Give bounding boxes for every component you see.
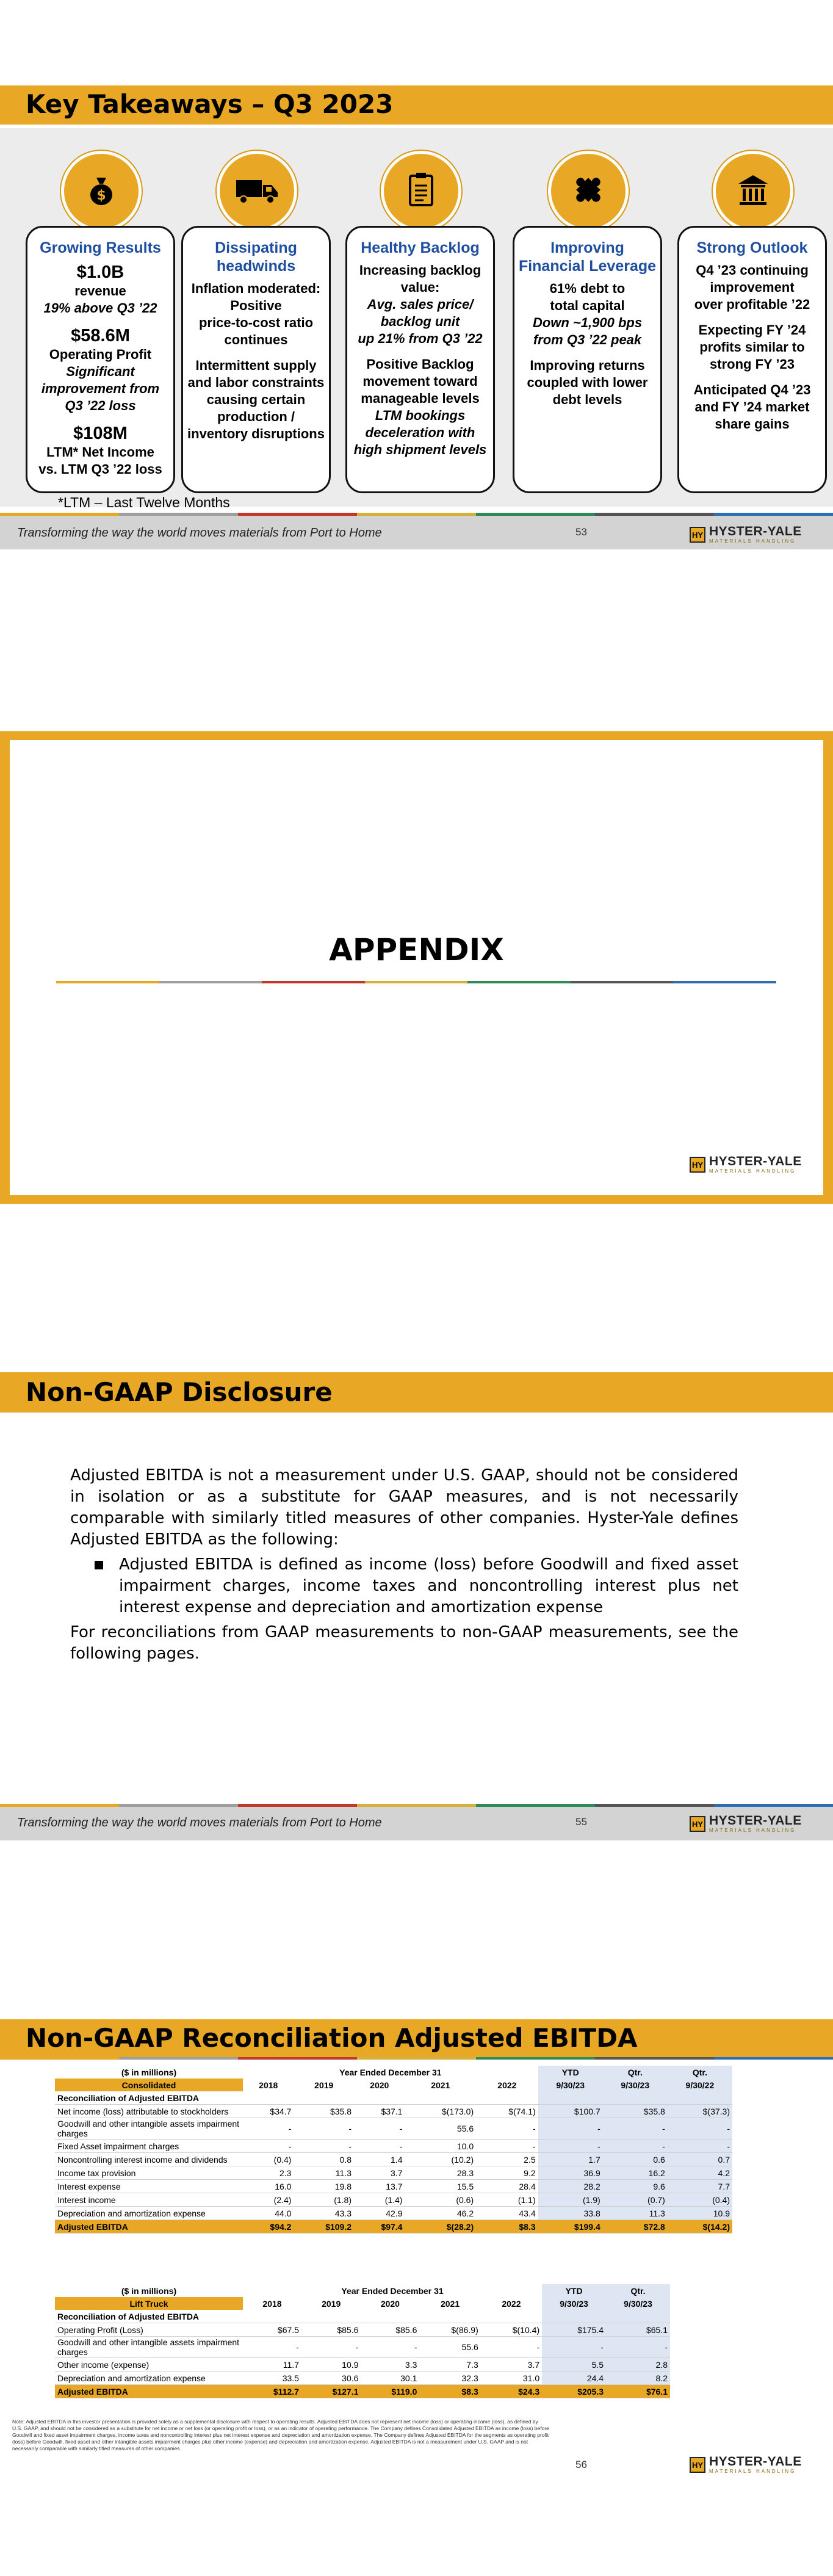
value-cell: - <box>476 2140 538 2153</box>
slide4-logo <box>690 2455 802 2475</box>
units-label: ($ in millions) <box>121 2285 177 2296</box>
total-value: $205.3 <box>542 2385 606 2398</box>
table-row <box>55 2153 732 2166</box>
card-line: Intermittent supply <box>195 358 317 373</box>
qtr-header: Qtr. <box>603 2066 668 2079</box>
value-cell: (0.7) <box>603 2193 668 2207</box>
value-cell: $100.7 <box>538 2105 603 2118</box>
header-row <box>55 2066 732 2079</box>
column-header: 2020 <box>380 2298 400 2309</box>
cell <box>361 2310 419 2323</box>
takeaway-card <box>677 226 827 493</box>
logo-sub: MATERIALS HANDLING <box>709 538 796 544</box>
value-cell: 3.7 <box>481 2358 542 2372</box>
logo-mark-icon: HY <box>690 527 705 543</box>
value-cell: 13.7 <box>354 2180 405 2193</box>
value-cell: 11.7 <box>243 2358 301 2372</box>
card-line: Operating Profit <box>49 347 152 362</box>
spacer <box>183 349 329 357</box>
card-line: vs. LTM Q3 ’22 loss <box>38 461 162 477</box>
card-line: improvement from <box>41 381 160 396</box>
value-cell: (1.1) <box>476 2193 538 2207</box>
column-header: 2019 <box>322 2298 341 2309</box>
value-cell: 33.5 <box>243 2372 301 2385</box>
value-cell: 28.2 <box>538 2180 603 2193</box>
logo-sub: MATERIALS HANDLING <box>709 1828 796 1833</box>
slide1-page-number: 53 <box>575 526 587 538</box>
value-cell: (2.4) <box>243 2193 294 2207</box>
value-cell: 42.9 <box>354 2207 405 2220</box>
value-cell: $65.1 <box>606 2323 670 2337</box>
takeaway-card <box>345 226 495 493</box>
spacer <box>347 347 493 356</box>
logo-mark-icon: HY <box>690 2457 705 2473</box>
row-label: Goodwill and other intangible assets impairment charges <box>55 2118 243 2140</box>
value-cell: 10.9 <box>301 2358 361 2372</box>
value-cell: 44.0 <box>243 2207 294 2220</box>
value-cell: 36.9 <box>538 2166 603 2180</box>
card-line: value: <box>400 280 440 295</box>
logo-brand: HYSTER-YALE <box>709 1154 802 1168</box>
section-label: Lift Truck <box>55 2297 243 2310</box>
spacer <box>514 349 660 357</box>
logo-brand: HYSTER-YALE <box>709 1814 802 1828</box>
value-cell: - <box>606 2337 670 2358</box>
card-line: Significant <box>66 364 135 379</box>
card-line: $108M <box>73 424 128 443</box>
total-value: $(28.2) <box>405 2220 476 2234</box>
bank-icon-badge <box>713 151 793 231</box>
total-value: $(14.2) <box>668 2220 732 2234</box>
column-header: 9/30/23 <box>542 2297 606 2310</box>
takeaway-card <box>26 226 175 493</box>
table-row <box>55 2323 670 2337</box>
value-cell: 8.2 <box>606 2372 670 2385</box>
value-cell: 10.0 <box>405 2140 476 2153</box>
card-line: deceleration with <box>365 425 475 440</box>
value-cell: 15.5 <box>405 2180 476 2193</box>
card-line: and labor constraints <box>187 375 325 390</box>
value-cell: 9.6 <box>603 2180 668 2193</box>
slide1-logo <box>690 525 802 545</box>
row-label: Net income (loss) attributable to stockholders <box>55 2105 243 2118</box>
truck-icon-badge <box>217 151 297 231</box>
slide4-title: Non-GAAP Reconciliation Adjusted EBITDA <box>26 2023 638 2053</box>
value-cell: - <box>354 2140 405 2153</box>
ytd-header: YTD <box>542 2284 606 2297</box>
table-row <box>55 2118 732 2140</box>
value-cell: 43.3 <box>294 2207 354 2220</box>
value-cell: $(74.1) <box>476 2105 538 2118</box>
card-line: Avg. sales price/ <box>367 297 474 312</box>
value-cell: $67.5 <box>243 2323 301 2337</box>
card-line: manageable levels <box>361 391 480 406</box>
logo-sub: MATERIALS HANDLING <box>709 2469 796 2474</box>
card-line: over profitable ’22 <box>694 297 810 312</box>
value-cell: (1.9) <box>538 2193 603 2207</box>
value-cell: 2.8 <box>606 2358 670 2372</box>
cell <box>668 2091 732 2105</box>
value-cell: $34.7 <box>243 2105 294 2118</box>
card-line: LTM* Net Income <box>46 444 154 460</box>
table-row <box>55 2140 732 2153</box>
subheading-row <box>55 2091 732 2105</box>
column-header-row <box>55 2079 732 2091</box>
cell <box>481 2310 542 2323</box>
cell <box>538 2091 603 2105</box>
row-label: Operating Profit (Loss) <box>55 2323 243 2337</box>
value-cell: 31.0 <box>481 2372 542 2385</box>
cell <box>243 2310 301 2323</box>
disclosure-body <box>70 1465 738 1668</box>
value-cell: - <box>668 2140 732 2153</box>
value-cell: 33.8 <box>538 2207 603 2220</box>
card-line: profits similar to <box>699 339 805 355</box>
card-heading: Dissipating headwinds <box>215 239 297 275</box>
card-line: LTM bookings <box>375 408 466 423</box>
logo-sub: MATERIALS HANDLING <box>709 1168 796 1174</box>
table-row <box>55 2372 670 2385</box>
value-cell: - <box>354 2118 405 2140</box>
value-cell: - <box>361 2337 419 2358</box>
total-row <box>55 2220 732 2234</box>
spacer <box>27 414 173 423</box>
total-row <box>55 2385 670 2398</box>
cell <box>419 2310 480 2323</box>
value-cell: 11.3 <box>294 2166 354 2180</box>
slide1-footer-tagline: Transforming the way the world moves materials from Port to Home <box>17 526 382 540</box>
value-cell: 0.8 <box>294 2153 354 2166</box>
section-label: Consolidated <box>55 2079 243 2091</box>
table-row <box>55 2166 732 2180</box>
header-row <box>55 2284 670 2297</box>
cell <box>294 2091 354 2105</box>
card-heading: Healthy Backlog <box>361 239 480 256</box>
logo-brand: HYSTER-YALE <box>709 2455 802 2469</box>
column-header: 9/30/23 <box>606 2297 670 2310</box>
value-cell: 46.2 <box>405 2207 476 2220</box>
total-value: $112.7 <box>243 2385 301 2398</box>
value-cell: $(37.3) <box>668 2105 732 2118</box>
value-cell: - <box>476 2118 538 2140</box>
card-line: Q4 ’23 continuing <box>696 262 809 278</box>
subheading-row <box>55 2310 670 2323</box>
value-cell: - <box>294 2140 354 2153</box>
clipboard-icon-badge <box>381 151 461 231</box>
cell <box>542 2310 606 2323</box>
qtr-header: Qtr. <box>606 2284 670 2297</box>
year-group-header: Year Ended December 31 <box>341 2285 444 2296</box>
card-line: total capital <box>550 298 625 313</box>
value-cell: 3.7 <box>354 2166 405 2180</box>
table-row <box>55 2207 732 2220</box>
disclosure-para-1: Adjusted EBITDA is not a measurement under U.S. GAAP, should not be considered in isolation or as a substitute for GAAP measures, and is not necessarily comparable with similarly titled measures of other companies. Hyster-Yale defines Adjusted EBITDA as the following: <box>70 1466 738 1549</box>
table-row <box>55 2180 732 2193</box>
table-row <box>55 2358 670 2372</box>
slide3-page-number: 55 <box>575 1816 587 1828</box>
total-value: $72.8 <box>603 2220 668 2234</box>
value-cell: - <box>603 2118 668 2140</box>
card-line: Down ~1,900 bps <box>532 315 643 330</box>
card-line: high shipment levels <box>353 442 487 457</box>
value-cell: (0.4) <box>668 2193 732 2207</box>
cell <box>476 2091 538 2105</box>
cell <box>405 2091 476 2105</box>
value-cell: - <box>542 2337 606 2358</box>
slide1-title: Key Takeaways – Q3 2023 <box>26 89 394 119</box>
takeaway-card <box>181 226 331 493</box>
value-cell: 32.3 <box>419 2372 480 2385</box>
value-cell: 11.3 <box>603 2207 668 2220</box>
reconciliation-note: Note: Adjusted EBITDA in this investor presentation is provided solely as a supplemental disclosure with respect to operating results. Adjusted EBITDA does not represent net income (loss) or operating income (loss), as defined by U.S. GAAP, and should not be considered as a substitute for net income or net loss (or operating profit or loss), or as an indicator of operating performance. The Company defines Consolidated Adjusted EBITDA as income (loss) before Goodwill and fixed asset impairment charges, income taxes and noncontrolling interest plus net interest expense and depreciation and amortization expense. The Company defines Adjusted EBITDA for the segments as operating profit (loss) before Goodwill, fixed asset and other intangible assets impairment charges plus other income (expense) and depreciation and amortization expense. Adjusted EBITDA is not a measurement under U.S. GAAP and is not necessarily comparable with similarly titled measures of other companies. <box>12 2419 549 2451</box>
value-cell: 30.6 <box>301 2372 361 2385</box>
card-line: Q3 ’22 loss <box>65 398 136 413</box>
puzzle-icon-badge <box>548 151 629 231</box>
card-line: 61% debt to <box>549 281 626 296</box>
card-line: share gains <box>715 416 790 432</box>
appendix-color-stripe <box>56 981 776 983</box>
svg-text:$: $ <box>96 187 106 203</box>
lift-truck-ebitda-table <box>55 2284 670 2398</box>
value-cell: - <box>301 2337 361 2358</box>
value-cell: 19.8 <box>294 2180 354 2193</box>
value-cell: - <box>538 2118 603 2140</box>
card-line: Anticipated Q4 ’23 <box>693 382 811 397</box>
value-cell: $(86.9) <box>419 2323 480 2337</box>
value-cell: $35.8 <box>294 2105 354 2118</box>
total-value: $97.4 <box>354 2220 405 2234</box>
value-cell: 16.0 <box>243 2180 294 2193</box>
value-cell: (1.4) <box>354 2193 405 2207</box>
value-cell: 3.3 <box>361 2358 419 2372</box>
total-value: $127.1 <box>301 2385 361 2398</box>
total-value: $199.4 <box>538 2220 603 2234</box>
column-header: 2022 <box>497 2080 517 2090</box>
value-cell: 0.6 <box>603 2153 668 2166</box>
card-line: Expecting FY ’24 <box>698 322 806 338</box>
value-cell: 4.2 <box>668 2166 732 2180</box>
bullet-square-icon <box>95 1561 103 1569</box>
value-cell: (1.8) <box>294 2193 354 2207</box>
row-label: Depreciation and amortization expense <box>55 2207 243 2220</box>
ytd-header: YTD <box>538 2066 603 2079</box>
value-cell: 1.4 <box>354 2153 405 2166</box>
card-line: movement toward <box>362 374 478 389</box>
total-value: $24.3 <box>481 2385 542 2398</box>
value-cell: - <box>243 2337 301 2358</box>
slide3-title: Non-GAAP Disclosure <box>26 1377 333 1407</box>
value-cell: 7.3 <box>419 2358 480 2372</box>
cell <box>606 2310 670 2323</box>
column-header: 2022 <box>502 2298 521 2309</box>
value-cell: 1.7 <box>538 2153 603 2166</box>
cell <box>603 2091 668 2105</box>
slide3-logo <box>690 1814 802 1834</box>
row-label: Interest income <box>55 2193 243 2207</box>
value-cell: 28.3 <box>405 2166 476 2180</box>
value-cell: (0.6) <box>405 2193 476 2207</box>
value-cell: 55.6 <box>405 2118 476 2140</box>
year-group-header: Year Ended December 31 <box>339 2067 442 2077</box>
value-cell: 24.4 <box>542 2372 606 2385</box>
column-header: 2021 <box>440 2298 460 2309</box>
value-cell: 28.4 <box>476 2180 538 2193</box>
value-cell: $175.4 <box>542 2323 606 2337</box>
spacer <box>679 373 825 382</box>
value-cell: 7.7 <box>668 2180 732 2193</box>
logo-brand: HYSTER-YALE <box>709 524 802 538</box>
table-row <box>55 2193 732 2207</box>
value-cell: - <box>603 2140 668 2153</box>
total-value: $76.1 <box>606 2385 670 2398</box>
card-line: improvement <box>710 280 795 295</box>
appendix-title: APPENDIX <box>329 932 504 968</box>
truck-icon <box>233 172 281 211</box>
value-cell: 10.9 <box>668 2207 732 2220</box>
column-header: 2020 <box>370 2080 389 2090</box>
row-label: Goodwill and other intangible assets impairment charges <box>55 2337 243 2358</box>
spacer <box>27 317 173 325</box>
value-cell: - <box>243 2118 294 2140</box>
table-row <box>55 2105 732 2118</box>
takeaway-card <box>513 226 662 493</box>
row-label: Income tax provision <box>55 2166 243 2180</box>
value-cell: $85.6 <box>361 2323 419 2337</box>
value-cell: 9.2 <box>476 2166 538 2180</box>
slide1-footnote: *LTM – Last Twelve Months <box>58 494 230 510</box>
card-line: strong FY ’23 <box>710 356 795 372</box>
value-cell: 43.4 <box>476 2207 538 2220</box>
logo-mark-icon: HY <box>690 1816 705 1832</box>
card-line: causing certain <box>206 392 306 407</box>
total-label: Adjusted EBITDA <box>55 2385 243 2398</box>
card-line: Positive <box>230 298 282 313</box>
column-header: 2018 <box>259 2080 278 2090</box>
column-header-row <box>55 2297 670 2310</box>
money-bag-icon-badge <box>61 151 142 231</box>
value-cell: $37.1 <box>354 2105 405 2118</box>
value-cell: - <box>243 2140 294 2153</box>
total-value: $109.2 <box>294 2220 354 2234</box>
table-row <box>55 2337 670 2358</box>
row-label: Interest expense <box>55 2180 243 2193</box>
value-cell: 2.5 <box>476 2153 538 2166</box>
slide4-color-stripe <box>0 2057 833 2060</box>
value-cell: 16.2 <box>603 2166 668 2180</box>
value-cell: 0.7 <box>668 2153 732 2166</box>
card-line: coupled with lower <box>527 375 648 390</box>
card-line: $58.6M <box>71 326 130 346</box>
card-line: inventory disruptions <box>187 426 325 441</box>
column-header: 9/30/23 <box>538 2079 603 2091</box>
appendix-logo <box>690 1155 802 1174</box>
total-value: $8.3 <box>419 2385 480 2398</box>
total-value: $94.2 <box>243 2220 294 2234</box>
total-label: Adjusted EBITDA <box>55 2220 243 2234</box>
row-label: Fixed Asset impairment charges <box>55 2140 243 2153</box>
disclosure-para-2: For reconciliations from GAAP measurements to non-GAAP measurements, see the following pages. <box>70 1623 738 1663</box>
column-header: 2019 <box>314 2080 334 2090</box>
card-line: $1.0B <box>76 262 124 282</box>
cell <box>301 2310 361 2323</box>
logo-mark-icon: HY <box>690 1157 705 1173</box>
value-cell: 5.5 <box>542 2358 606 2372</box>
value-cell: (0.4) <box>243 2153 294 2166</box>
value-cell: - <box>294 2118 354 2140</box>
row-label: Depreciation and amortization expense <box>55 2372 243 2385</box>
card-line: Positive Backlog <box>366 356 474 372</box>
card-heading: Improving Financial Leverage <box>518 239 657 275</box>
value-cell: (10.2) <box>405 2153 476 2166</box>
card-line: Improving returns <box>530 358 645 373</box>
column-header: 2018 <box>262 2298 282 2309</box>
value-cell: $85.6 <box>301 2323 361 2337</box>
clipboard-icon <box>403 170 439 213</box>
slide3-footer-tagline: Transforming the way the world moves materials from Port to Home <box>17 1816 382 1829</box>
card-line: revenue <box>74 283 126 298</box>
card-line: from Q3 ’22 peak <box>533 332 642 347</box>
row-label: Noncontrolling interest income and dividends <box>55 2153 243 2166</box>
value-cell: - <box>481 2337 542 2358</box>
card-line: price-to-cost ratio <box>198 315 314 330</box>
spacer <box>679 313 825 322</box>
value-cell: $(10.4) <box>481 2323 542 2337</box>
cell <box>354 2091 405 2105</box>
total-value: $119.0 <box>361 2385 419 2398</box>
value-cell: 2.3 <box>243 2166 294 2180</box>
card-line: 19% above Q3 ’22 <box>43 300 157 316</box>
value-cell: 55.6 <box>419 2337 480 2358</box>
card-line: continues <box>224 332 288 347</box>
puzzle-icon <box>569 170 608 212</box>
total-value: $8.3 <box>476 2220 538 2234</box>
consolidated-ebitda-table <box>55 2066 732 2234</box>
column-header: 2021 <box>431 2080 450 2090</box>
value-cell: $35.8 <box>603 2105 668 2118</box>
column-header: 9/30/22 <box>668 2079 732 2091</box>
subheading: Reconciliation of Adjusted EBITDA <box>55 2091 243 2105</box>
qtr-header: Qtr. <box>668 2066 732 2079</box>
value-cell: - <box>538 2140 603 2153</box>
card-line: debt levels <box>552 392 622 407</box>
disclosure-bullet <box>95 1554 738 1618</box>
bank-icon <box>734 170 773 212</box>
card-line: backlog unit <box>380 314 460 329</box>
subheading: Reconciliation of Adjusted EBITDA <box>55 2310 243 2323</box>
card-line: production / <box>217 409 295 424</box>
appendix-slide <box>10 740 823 1195</box>
column-header: 9/30/23 <box>603 2079 668 2091</box>
card-line: Inflation moderated: <box>191 281 321 296</box>
card-heading: Strong Outlook <box>696 239 808 256</box>
cell <box>243 2091 294 2105</box>
card-line: Increasing backlog <box>359 262 481 278</box>
value-cell: 30.1 <box>361 2372 419 2385</box>
value-cell: $(173.0) <box>405 2105 476 2118</box>
card-line: up 21% from Q3 ’22 <box>358 331 483 346</box>
slide4-page-number: 56 <box>575 2459 587 2470</box>
row-label: Other income (expense) <box>55 2358 243 2372</box>
value-cell: - <box>668 2118 732 2140</box>
card-heading: Growing Results <box>40 239 161 256</box>
money-bag-icon <box>83 172 120 211</box>
disclosure-bullet-text: Adjusted EBITDA is defined as income (loss) before Goodwill and fixed asset impairment charges, income taxes and noncontrolling interest plus net interest expense and depreciation and amortization expense <box>119 1555 738 1616</box>
units-label: ($ in millions) <box>121 2067 177 2077</box>
card-line: and FY ’24 market <box>694 399 810 414</box>
